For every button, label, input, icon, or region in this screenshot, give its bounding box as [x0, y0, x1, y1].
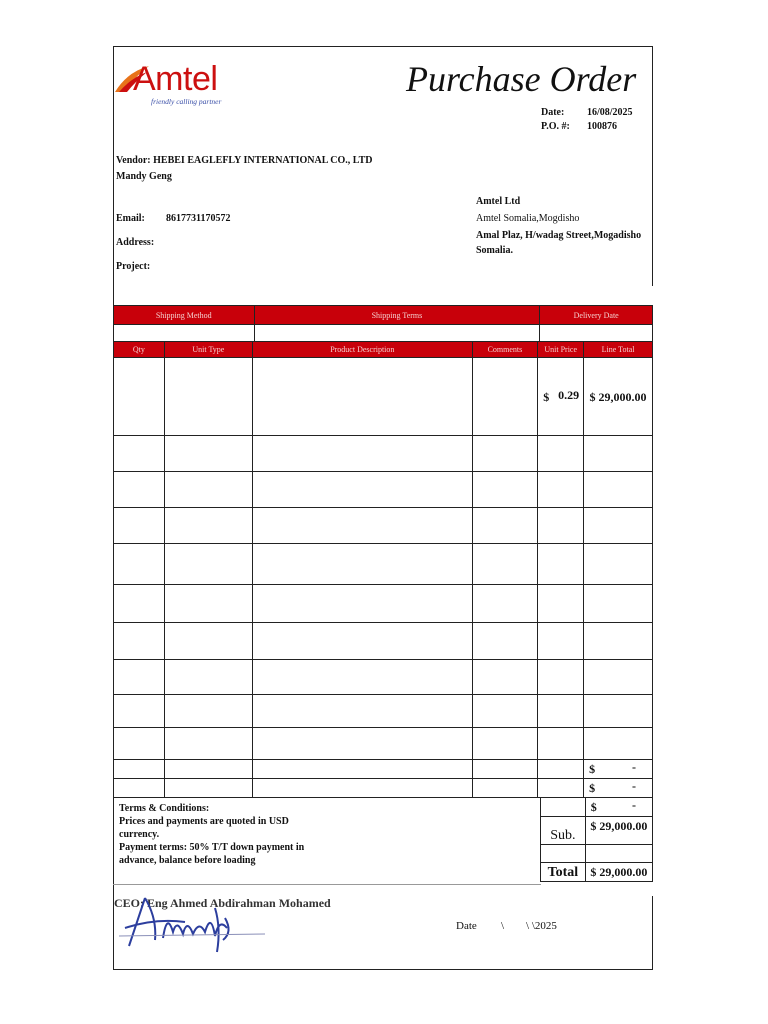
table-row: [114, 760, 653, 779]
frame-right-border: [652, 46, 654, 286]
terms-line-2: currency.: [119, 829, 160, 840]
line-total-cell[interactable]: [584, 660, 653, 695]
line-total-cell[interactable]: [584, 508, 653, 544]
unit-price-cell[interactable]: [538, 544, 584, 585]
frame-top-border: [113, 46, 653, 47]
qty-cell[interactable]: [114, 436, 165, 472]
comments-cell[interactable]: [472, 436, 538, 472]
project-label: Project:: [116, 261, 151, 272]
buyer-street: Amal Plaz, H/wadag Street,Mogadisho: [476, 230, 642, 241]
terms-line-1: Prices and payments are quoted in USD: [119, 816, 289, 827]
line-total-cell[interactable]: [584, 585, 653, 623]
comments-cell[interactable]: [472, 358, 538, 436]
description-cell[interactable]: [253, 544, 472, 585]
line-total-cell[interactable]: [584, 695, 653, 728]
description-cell[interactable]: [253, 472, 472, 508]
handwritten-signature-icon: [115, 888, 275, 958]
unit-price-header: Unit Price: [538, 342, 583, 357]
comments-cell[interactable]: [472, 760, 538, 779]
qty-cell[interactable]: [114, 585, 165, 623]
subtotal-label: Sub.: [550, 828, 576, 843]
unit-price-cell[interactable]: [538, 472, 584, 508]
unit-price-cell[interactable]: [538, 508, 584, 544]
unit-type-cell[interactable]: [164, 623, 252, 660]
logo-wordmark: Amtel: [133, 60, 218, 98]
shipping-table: [113, 305, 653, 342]
dash-symbol: $: [589, 762, 596, 776]
description-cell[interactable]: [253, 623, 472, 660]
comments-cell[interactable]: [472, 544, 538, 585]
subtotal-value: $ 29,000.00: [590, 819, 648, 833]
sub-value-cell: [585, 817, 652, 845]
unit-type-cell[interactable]: [164, 508, 252, 544]
unit-type-cell[interactable]: [164, 544, 252, 585]
po-value: 100876: [587, 121, 617, 132]
unit-price-cell[interactable]: [538, 358, 584, 436]
unit-type-cell[interactable]: [164, 728, 252, 760]
blank-cell: [541, 798, 586, 817]
qty-cell[interactable]: [114, 358, 165, 436]
comments-header: Comments: [473, 342, 538, 357]
total-value: $ 29,000.00: [590, 865, 648, 879]
delivery-date-header: Delivery Date: [540, 306, 652, 324]
description-cell[interactable]: [253, 728, 472, 760]
qty-cell[interactable]: [114, 623, 165, 660]
shipping-terms-header: Shipping Terms: [255, 306, 540, 324]
table-row: [114, 472, 653, 508]
unit-price-cell[interactable]: [538, 728, 584, 760]
table-row: [114, 544, 653, 585]
unit-price-value: 0.29: [558, 387, 580, 402]
unit-type-cell[interactable]: [164, 436, 252, 472]
comments-cell[interactable]: [472, 585, 538, 623]
vendor-name: Vendor: HEBEI EAGLEFLY INTERNATIONAL CO., LTD: [116, 155, 373, 166]
email-label: Email:: [116, 213, 145, 224]
date-label: Date:: [541, 107, 565, 118]
logo-tagline: friendly calling partner: [151, 97, 222, 106]
comments-cell[interactable]: [472, 660, 538, 695]
sign-date-label: Date: [456, 920, 477, 932]
unit-price-cell[interactable]: [538, 436, 584, 472]
terms-line-4: advance, balance before loading: [119, 855, 256, 866]
page-title: Purchase Order: [406, 59, 637, 99]
unit-type-cell[interactable]: [164, 472, 252, 508]
total-value-cell: [585, 863, 652, 882]
buyer-name: Amtel Ltd: [476, 196, 521, 207]
terms-line-3: Payment terms: 50% T/T down payment in: [119, 842, 305, 853]
description-cell[interactable]: [253, 660, 472, 695]
frame-bottom-border: [113, 969, 653, 970]
dash-symbol: $: [589, 781, 596, 795]
qty-cell[interactable]: [114, 508, 165, 544]
dash-value: -: [632, 760, 636, 774]
description-cell[interactable]: [253, 760, 472, 779]
qty-cell[interactable]: [114, 660, 165, 695]
shipping-method-cell[interactable]: [114, 325, 255, 342]
dash-cell: [585, 798, 652, 817]
unit-price-cell[interactable]: [538, 623, 584, 660]
dash-symbol: $: [590, 800, 597, 814]
unit-type-cell[interactable]: [164, 660, 252, 695]
terms-heading: Terms & Conditions:: [119, 803, 210, 814]
comments-cell[interactable]: [472, 508, 538, 544]
total-label: Total: [547, 865, 579, 880]
shipping-terms-cell[interactable]: [254, 325, 540, 342]
date-value: 16/08/2025: [587, 107, 633, 118]
line-total-cell[interactable]: [584, 544, 653, 585]
unit-price-cell[interactable]: [538, 660, 584, 695]
terms-block: [119, 802, 339, 867]
description-cell[interactable]: [253, 508, 472, 544]
table-row: [114, 728, 653, 760]
blank-cell: [541, 845, 586, 863]
description-cell[interactable]: [253, 695, 472, 728]
buyer-city: Amtel Somalia,Mogdisho: [476, 213, 580, 224]
line-total-value: $ 29,000.00: [589, 389, 647, 404]
sign-date-value: \ \ \2025: [501, 920, 557, 932]
line-total-header: Line Total: [584, 342, 652, 357]
description-cell[interactable]: [253, 436, 472, 472]
unit-type-cell[interactable]: [164, 695, 252, 728]
description-header: Product Description: [253, 342, 471, 357]
table-row: [114, 508, 653, 544]
unit-type-header: Unit Type: [165, 342, 252, 357]
totals-table: [540, 797, 653, 882]
unit-type-cell[interactable]: [164, 760, 252, 779]
unit-price-cell[interactable]: [538, 760, 584, 779]
comments-cell[interactable]: [472, 779, 538, 798]
description-cell[interactable]: [253, 358, 472, 436]
unit-type-cell[interactable]: [164, 779, 252, 798]
total-label-cell: [541, 863, 586, 882]
line-total-cell[interactable]: [584, 760, 653, 779]
table-row: [114, 585, 653, 623]
qty-cell[interactable]: [114, 472, 165, 508]
line-total-cell[interactable]: [584, 728, 653, 760]
blank-cell: [585, 845, 652, 863]
buyer-country: Somalia.: [476, 245, 513, 256]
line-total-cell[interactable]: [584, 623, 653, 660]
address-label: Address:: [116, 237, 155, 248]
signature-divider: [113, 884, 541, 885]
comments-cell[interactable]: [472, 728, 538, 760]
qty-cell[interactable]: [114, 779, 165, 798]
qty-cell[interactable]: [114, 695, 165, 728]
unit-price-symbol: $: [543, 389, 550, 404]
unit-price-cell[interactable]: [538, 779, 584, 798]
ceo-signature-line: CEO: Eng Ahmed Abdirahman Mohamed: [114, 896, 331, 910]
comments-cell[interactable]: [472, 695, 538, 728]
qty-cell[interactable]: [114, 728, 165, 760]
vendor-contact: Mandy Geng: [116, 171, 172, 182]
line-total-cell[interactable]: [584, 358, 653, 436]
description-cell[interactable]: [253, 779, 472, 798]
table-row: [114, 695, 653, 728]
items-table: [113, 341, 653, 798]
qty-cell[interactable]: [114, 760, 165, 779]
line-total-cell[interactable]: [584, 436, 653, 472]
qty-cell[interactable]: [114, 544, 165, 585]
table-row: [114, 436, 653, 472]
line-total-cell[interactable]: [584, 779, 653, 798]
table-row: [114, 358, 653, 436]
comments-cell[interactable]: [472, 623, 538, 660]
table-row: [114, 623, 653, 660]
qty-header: Qty: [114, 342, 164, 357]
comments-cell[interactable]: [472, 472, 538, 508]
dash-value: -: [632, 798, 636, 812]
po-label: P.O. #:: [541, 121, 570, 132]
company-logo: [113, 58, 233, 108]
email-value: 8617731170572: [166, 213, 231, 224]
unit-price-cell[interactable]: [538, 695, 584, 728]
table-row: [114, 660, 653, 695]
frame-right-lower: [652, 896, 653, 970]
unit-type-cell[interactable]: [164, 358, 252, 436]
line-total-cell[interactable]: [584, 472, 653, 508]
dash-value: -: [632, 779, 636, 793]
unit-type-cell[interactable]: [164, 585, 252, 623]
table-row: [114, 779, 653, 798]
delivery-date-cell[interactable]: [540, 325, 653, 342]
shipping-method-header: Shipping Method: [114, 306, 254, 324]
unit-price-cell[interactable]: [538, 585, 584, 623]
sub-label-cell: [541, 817, 586, 845]
description-cell[interactable]: [253, 585, 472, 623]
